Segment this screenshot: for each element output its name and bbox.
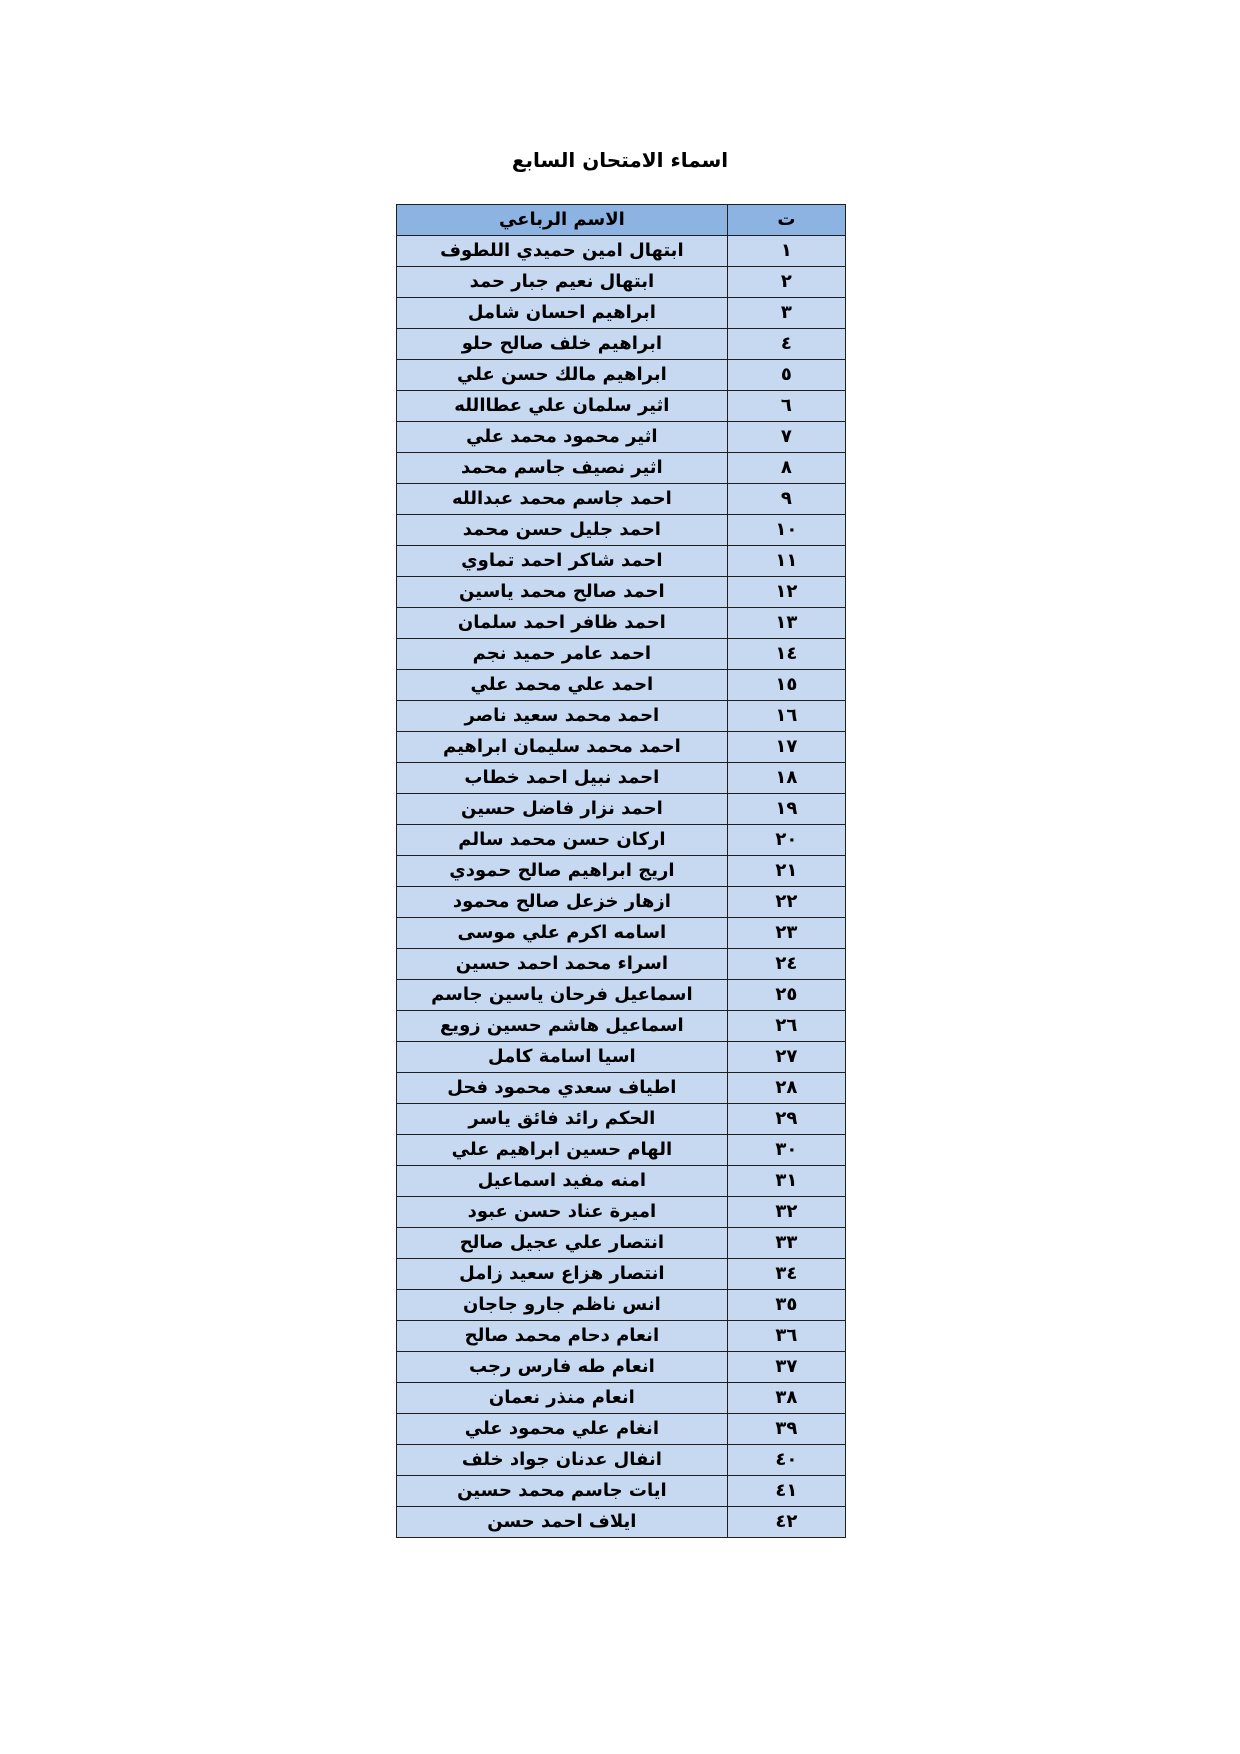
row-number: ٣ <box>727 298 845 329</box>
student-name: انفال عدنان جواد خلف <box>397 1445 728 1476</box>
row-number: ٢١ <box>727 856 845 887</box>
student-name: احمد نزار فاضل حسين <box>397 794 728 825</box>
row-number: ٢٨ <box>727 1073 845 1104</box>
student-name: ابراهيم احسان شامل <box>397 298 728 329</box>
row-number: ١٠ <box>727 515 845 546</box>
table-row <box>397 546 846 577</box>
table-row <box>397 856 846 887</box>
row-number: ١٨ <box>727 763 845 794</box>
row-number: ٣٧ <box>727 1352 845 1383</box>
table-row <box>397 329 846 360</box>
row-number: ١١ <box>727 546 845 577</box>
student-name: انتصار هزاع سعيد زامل <box>397 1259 728 1290</box>
names-table <box>396 204 846 1538</box>
table-row <box>397 391 846 422</box>
row-number: ٢٧ <box>727 1042 845 1073</box>
row-number: ٣٠ <box>727 1135 845 1166</box>
row-number: ١٥ <box>727 670 845 701</box>
student-name: انعام دحام محمد صالح <box>397 1321 728 1352</box>
table-row <box>397 236 846 267</box>
header-full-name: الاسم الرباعي <box>397 205 728 236</box>
table-body <box>397 236 846 1538</box>
student-name: ازهار خزعل صالح محمود <box>397 887 728 918</box>
student-name: انغام علي محمود علي <box>397 1414 728 1445</box>
table-row <box>397 1104 846 1135</box>
student-name: اميرة عناد حسن عبود <box>397 1197 728 1228</box>
row-number: ٢٣ <box>727 918 845 949</box>
table-row <box>397 1352 846 1383</box>
table-row <box>397 1383 846 1414</box>
table-row <box>397 825 846 856</box>
student-name: ايلاف احمد حسن <box>397 1507 728 1538</box>
student-name: احمد علي محمد علي <box>397 670 728 701</box>
table-row <box>397 1507 846 1538</box>
table-row <box>397 1445 846 1476</box>
table-row <box>397 918 846 949</box>
row-number: ٣٩ <box>727 1414 845 1445</box>
table-row <box>397 1011 846 1042</box>
table-row <box>397 608 846 639</box>
row-number: ٣٢ <box>727 1197 845 1228</box>
student-name: اسامه اكرم علي موسى <box>397 918 728 949</box>
student-name: احمد جاسم محمد عبدالله <box>397 484 728 515</box>
row-number: ١ <box>727 236 845 267</box>
row-number: ٢ <box>727 267 845 298</box>
table-row <box>397 887 846 918</box>
table-row <box>397 1228 846 1259</box>
row-number: ٨ <box>727 453 845 484</box>
row-number: ١٤ <box>727 639 845 670</box>
row-number: ١٧ <box>727 732 845 763</box>
student-name: اسماعيل هاشم حسين زويع <box>397 1011 728 1042</box>
table-row <box>397 515 846 546</box>
student-name: اسماعيل فرحان ياسين جاسم <box>397 980 728 1011</box>
student-name: احمد محمد سعيد ناصر <box>397 701 728 732</box>
row-number: ٢٦ <box>727 1011 845 1042</box>
student-name: انعام منذر نعمان <box>397 1383 728 1414</box>
table-row <box>397 1073 846 1104</box>
row-number: ٣٥ <box>727 1290 845 1321</box>
table-row <box>397 670 846 701</box>
table-row <box>397 453 846 484</box>
row-number: ٥ <box>727 360 845 391</box>
row-number: ٤٢ <box>727 1507 845 1538</box>
table-row <box>397 949 846 980</box>
student-name: ابراهيم خلف صالح حلو <box>397 329 728 360</box>
student-name: اسراء محمد احمد حسين <box>397 949 728 980</box>
row-number: ١٩ <box>727 794 845 825</box>
student-name: اركان حسن محمد سالم <box>397 825 728 856</box>
table-row <box>397 422 846 453</box>
student-name: الهام حسين ابراهيم علي <box>397 1135 728 1166</box>
table-row <box>397 1414 846 1445</box>
row-number: ٣١ <box>727 1166 845 1197</box>
header-number: ت <box>727 205 845 236</box>
table-row <box>397 1166 846 1197</box>
student-name: ابتهال نعيم جبار حمد <box>397 267 728 298</box>
student-name: اسيا اسامة كامل <box>397 1042 728 1073</box>
student-name: اريج ابراهيم صالح حمودي <box>397 856 728 887</box>
student-name: اطياف سعدي محمود فحل <box>397 1073 728 1104</box>
row-number: ٢٤ <box>727 949 845 980</box>
student-name: ايات جاسم محمد حسين <box>397 1476 728 1507</box>
student-name: اثير سلمان علي عطاالله <box>397 391 728 422</box>
table-row <box>397 763 846 794</box>
student-name: احمد صالح محمد ياسين <box>397 577 728 608</box>
row-number: ٣٣ <box>727 1228 845 1259</box>
row-number: ١٣ <box>727 608 845 639</box>
row-number: ٣٤ <box>727 1259 845 1290</box>
table-row <box>397 1290 846 1321</box>
table-row <box>397 484 846 515</box>
table-row <box>397 1135 846 1166</box>
table-row <box>397 267 846 298</box>
row-number: ٤ <box>727 329 845 360</box>
table-row <box>397 298 846 329</box>
row-number: ٤١ <box>727 1476 845 1507</box>
page-title: اسماء الامتحان السابع <box>511 148 729 172</box>
student-name: احمد جليل حسن محمد <box>397 515 728 546</box>
table-row <box>397 1042 846 1073</box>
student-name: امنه مفيد اسماعيل <box>397 1166 728 1197</box>
table-row <box>397 1321 846 1352</box>
student-name: الحكم رائد فائق ياسر <box>397 1104 728 1135</box>
student-name: انتصار علي عجيل صالح <box>397 1228 728 1259</box>
student-name: ابتهال امين حميدي اللطوف <box>397 236 728 267</box>
table-row <box>397 639 846 670</box>
row-number: ٢٥ <box>727 980 845 1011</box>
row-number: ٢٢ <box>727 887 845 918</box>
table-row <box>397 980 846 1011</box>
row-number: ٤٠ <box>727 1445 845 1476</box>
table-row <box>397 794 846 825</box>
table-row <box>397 1259 846 1290</box>
student-name: احمد نبيل احمد خطاب <box>397 763 728 794</box>
student-name: احمد عامر حميد نجم <box>397 639 728 670</box>
row-number: ١٢ <box>727 577 845 608</box>
row-number: ٣٨ <box>727 1383 845 1414</box>
table-row <box>397 1197 846 1228</box>
row-number: ٢٩ <box>727 1104 845 1135</box>
student-name: اثير نصيف جاسم محمد <box>397 453 728 484</box>
table-row <box>397 1476 846 1507</box>
student-name: احمد محمد سليمان ابراهيم <box>397 732 728 763</box>
row-number: ١٦ <box>727 701 845 732</box>
table-row <box>397 732 846 763</box>
student-name: احمد شاكر احمد تماوي <box>397 546 728 577</box>
row-number: ٧ <box>727 422 845 453</box>
row-number: ٩ <box>727 484 845 515</box>
row-number: ٢٠ <box>727 825 845 856</box>
student-name: احمد ظافر احمد سلمان <box>397 608 728 639</box>
table-row <box>397 360 846 391</box>
row-number: ٣٦ <box>727 1321 845 1352</box>
student-name: اثير محمود محمد علي <box>397 422 728 453</box>
table-header-row <box>397 205 846 236</box>
row-number: ٦ <box>727 391 845 422</box>
table-row <box>397 701 846 732</box>
student-name: انعام طه فارس رجب <box>397 1352 728 1383</box>
table-row <box>397 577 846 608</box>
student-name: ابراهيم مالك حسن علي <box>397 360 728 391</box>
student-name: انس ناظم جارو جاجان <box>397 1290 728 1321</box>
